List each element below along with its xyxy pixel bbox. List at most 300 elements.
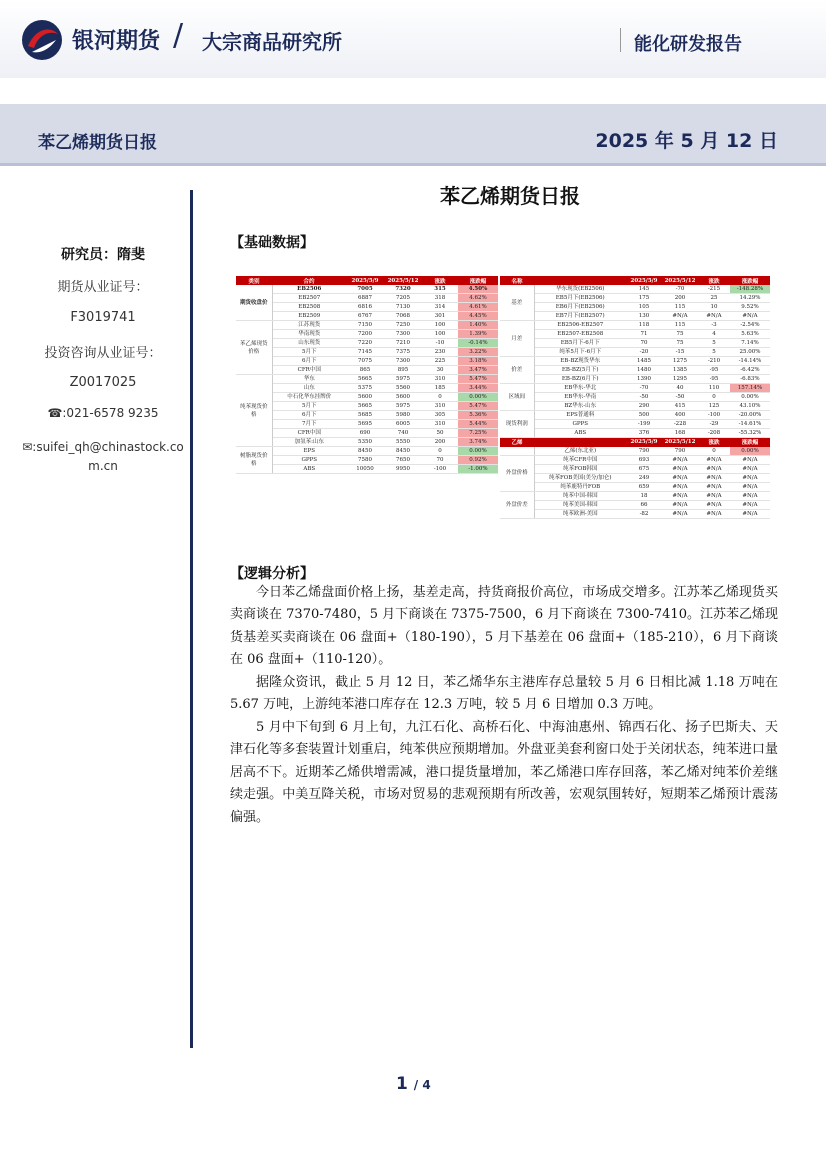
value-change: 50 [422,429,458,438]
value-prev: 249 [626,473,662,482]
value-pct: 4.45% [458,312,498,321]
value-change: -3 [698,321,730,330]
value-prev: -20 [626,348,662,357]
value-change: 5 [698,348,730,357]
value-prev: 70 [626,339,662,348]
value-pct: #N/A [730,312,770,321]
row-name: 山东 [272,384,346,393]
basic-data-table-right [500,276,770,519]
value-pct: 5.63% [730,330,770,339]
consult-number: Z0017025 [69,375,137,390]
value-pct: -6.42% [730,366,770,375]
value-change: 25 [698,294,730,303]
table-header-cell: 乙烯 [500,438,534,447]
table-header-cell: 2025/5/9 [626,276,662,285]
value-prev: 6816 [346,303,384,312]
table-row [236,321,498,330]
value-change: 315 [422,285,458,294]
row-name: 加氢苯:山东 [272,438,346,447]
table-row [236,447,498,456]
value-curr: 1275 [662,357,698,366]
value-curr: 75 [662,330,698,339]
value-pct: -0.14% [458,339,498,348]
table-row [236,465,498,474]
value-prev: 7150 [346,321,384,330]
row-name: ABS [272,465,346,474]
row-name: EB华东-华北 [534,384,626,393]
value-pct: 9.52% [730,303,770,312]
row-name: EB-BZ(5月下) [534,366,626,375]
value-change: -29 [698,420,730,429]
value-prev: 5350 [346,438,384,447]
value-change: 310 [422,420,458,429]
value-change: 200 [422,438,458,447]
value-pct: 0.00% [730,447,770,456]
value-prev: 1485 [626,357,662,366]
group-label: 基差 [500,285,534,321]
value-curr: #N/A [662,312,698,321]
table-row [500,303,770,312]
brand-separator: / [173,18,184,53]
value-curr: 115 [662,303,698,312]
galaxy-futures-logo-icon [20,18,64,62]
value-prev: 5685 [346,411,384,420]
value-change: #N/A [698,464,730,473]
page-current: 1 [396,1074,408,1094]
value-prev: -50 [626,393,662,402]
value-change: #N/A [698,491,730,500]
table-row [236,420,498,429]
table-row [500,321,770,330]
value-change: -95 [698,375,730,384]
table-row [236,375,498,384]
value-change: 4 [698,330,730,339]
value-curr: 400 [662,411,698,420]
row-name: EPS [272,447,346,456]
value-change: 30 [422,366,458,375]
group-label: 月差 [500,321,534,357]
table-header-cell: 2025/5/9 [626,438,662,447]
value-pct: 1.39% [458,330,498,339]
value-prev: 5665 [346,402,384,411]
table-row [236,393,498,402]
row-name: 6月下 [272,357,346,366]
value-prev: 1390 [626,375,662,384]
consult-label: 投资咨询从业证号： [44,346,162,361]
value-prev: 6887 [346,294,384,303]
value-curr: 740 [384,429,422,438]
value-pct: 3.47% [458,366,498,375]
group-label: 外盘价差 [500,491,534,518]
value-pct: #N/A [730,482,770,491]
group-label: 期货收盘价 [236,285,272,321]
section-basic-data: 【基础数据】 [230,235,314,251]
table-row [500,384,770,393]
value-pct: #N/A [730,509,770,518]
row-name: GPPS [272,456,346,465]
table-header-cell: 2025/5/9 [346,276,384,285]
value-pct: 4.62% [458,294,498,303]
value-prev: 1480 [626,366,662,375]
value-curr: 7650 [384,456,422,465]
row-name: GPPS [534,420,626,429]
row-name: EB5月下-6月下 [534,339,626,348]
value-curr: 168 [662,429,698,438]
table-subheader-row [500,438,770,447]
table-row [500,348,770,357]
value-prev: 5695 [346,420,384,429]
report-type: 能化研发报告 [634,34,742,55]
group-label: 苯乙烯现货价格 [236,321,272,375]
value-change: 5 [698,339,730,348]
value-curr: 200 [662,294,698,303]
row-name: EB7月下(EB2507) [534,312,626,321]
value-prev: 5375 [346,384,384,393]
value-change: #N/A [698,312,730,321]
table-row [236,366,498,375]
value-curr: 6005 [384,420,422,429]
row-name: EB2508 [272,303,346,312]
value-curr: -50 [662,393,698,402]
row-name: EB2509 [272,312,346,321]
value-pct: 5.36% [458,411,498,420]
email-line-1: ✉:suifei_qh@chinastock.co [22,440,184,454]
row-name: 中石化华东挂牌价 [272,393,346,402]
value-prev: 8450 [346,447,384,456]
value-change: 301 [422,312,458,321]
value-pct: -14.14% [730,357,770,366]
value-change: -10 [422,339,458,348]
value-prev: 118 [626,321,662,330]
sidebar-divider [190,190,193,1048]
table-row [236,456,498,465]
value-pct: 43.10% [730,402,770,411]
section-logic-analysis: 【逻辑分析】 [230,566,314,582]
phone-line: ☎:021-6578 9235 [47,406,159,420]
value-pct: 3.22% [458,348,498,357]
table-header-cell: 合约 [272,276,346,285]
value-pct: #N/A [730,455,770,464]
table-row [500,455,770,464]
row-name: 纯苯5月下-6月下 [534,348,626,357]
table-row [500,312,770,321]
value-curr: 75 [662,339,698,348]
row-name: 纯苯中国-韩国 [534,491,626,500]
row-name: 7月下 [272,420,346,429]
value-pct: 14.29% [730,294,770,303]
license-label: 期货从业证号： [57,280,149,295]
table-header-cell [534,438,626,447]
value-curr: 5975 [384,375,422,384]
value-curr: 5560 [384,384,422,393]
value-change: 10 [698,303,730,312]
table-row [500,294,770,303]
table-row [236,348,498,357]
row-name: 江苏现货 [272,321,346,330]
table-header-cell: 涨跌幅 [730,276,770,285]
row-name: 华东现货(EB2506) [534,285,626,294]
table-row [500,491,770,500]
value-pct: -1.00% [458,465,498,474]
table-header-cell: 2025/5/12 [384,276,422,285]
value-prev: 7145 [346,348,384,357]
paragraph-1: 今日苯乙烯盘面价格上扬，基差走高，持货商报价高位，市场成交增多。江苏苯乙烯现货买卖商谈在 7370-7480，5 月下商谈在 7375-7500，6 月下商谈在 7300-7410。江苏苯乙烯现货基差买卖商谈在 06 盘面+（180-190），5 月下基差在 06 盘面+（185-210），6 月下商谈在 06 盘面+（110-120）。 [230,585,778,668]
value-pct: -14.61% [730,420,770,429]
value-prev: 130 [626,312,662,321]
table-header-cell: 2025/5/12 [662,276,698,285]
row-name: EB2506-EB2507 [534,321,626,330]
value-pct: #N/A [730,491,770,500]
group-label: 纯苯现货价格 [236,375,272,447]
table-header-cell [534,276,626,285]
value-curr: #N/A [662,491,698,500]
value-change: 225 [422,357,458,366]
value-pct: 7.14% [730,339,770,348]
value-change: #N/A [698,455,730,464]
value-change: 110 [698,384,730,393]
value-curr: #N/A [662,455,698,464]
value-change: 100 [422,321,458,330]
value-change: 70 [422,456,458,465]
value-curr: 7300 [384,330,422,339]
value-prev: 659 [626,482,662,491]
value-change: -95 [698,366,730,375]
value-curr: 5980 [384,411,422,420]
value-change: 185 [422,384,458,393]
basic-data-table-left [236,276,498,474]
table-header-cell: 涨跌幅 [458,276,498,285]
row-name: 纯苯CFR中国 [534,455,626,464]
value-change: 0 [698,393,730,402]
value-change: 100 [422,330,458,339]
value-change: 314 [422,303,458,312]
table-row [236,285,498,294]
table-row [236,330,498,339]
value-curr: -70 [662,285,698,294]
value-curr: 9950 [384,465,422,474]
table-row [500,482,770,491]
value-change: -215 [698,285,730,294]
value-curr: 40 [662,384,698,393]
table-row [500,500,770,509]
institute-name: 大宗商品研究所 [202,30,342,54]
row-name: 华东 [272,375,346,384]
table-row [236,294,498,303]
row-name: ABS [534,429,626,438]
value-curr: 1385 [662,366,698,375]
value-change: 310 [422,375,458,384]
row-name: 纯苯FOB韩国 [534,464,626,473]
value-pct: 157.14% [730,384,770,393]
value-pct: 5.47% [458,402,498,411]
header-divider [620,28,621,52]
group-label [500,447,534,456]
value-curr: #N/A [662,482,698,491]
table-row [500,473,770,482]
value-curr: 7205 [384,294,422,303]
value-pct: 0.00% [458,447,498,456]
value-prev: 175 [626,294,662,303]
value-prev: 500 [626,411,662,420]
table-row [236,402,498,411]
row-name: 华南现货 [272,330,346,339]
value-pct: 5.47% [458,375,498,384]
value-pct: -55.32% [730,429,770,438]
table-header-cell: 2025/5/12 [662,438,698,447]
value-pct: 7.25% [458,429,498,438]
value-change: -210 [698,357,730,366]
value-pct: 3.74% [458,438,498,447]
row-name: 6月下 [272,411,346,420]
value-prev: 7075 [346,357,384,366]
value-pct: #N/A [730,473,770,482]
report-date: 2025 年 5 月 12 日 [595,130,778,152]
group-label: 区域间 [500,384,534,411]
value-prev: 693 [626,455,662,464]
value-prev: 7200 [346,330,384,339]
value-pct: 4.50% [458,285,498,294]
value-curr: 8450 [384,447,422,456]
value-pct: -148.28% [730,285,770,294]
value-change: #N/A [698,482,730,491]
value-change: 305 [422,411,458,420]
value-change: #N/A [698,500,730,509]
value-curr: 7130 [384,303,422,312]
table-row [500,366,770,375]
value-prev: 5665 [346,375,384,384]
row-name: EB6月下(EB2506) [534,303,626,312]
paragraph-2: 据隆众资讯，截止 5 月 12 日，苯乙烯华东主港库存总量较 5 月 6 日相比减 1.18 万吨在 5.67 万吨，上游纯苯港口库存在 12.3 万吨，较 5 月 6 日增加 0.3 万吨。 [230,675,778,713]
value-prev: 376 [626,429,662,438]
value-change: 0 [422,447,458,456]
value-prev: 66 [626,500,662,509]
value-curr: #N/A [662,464,698,473]
value-prev: 865 [346,366,384,375]
value-pct: 4.61% [458,303,498,312]
table-row [500,402,770,411]
table-row [236,339,498,348]
row-name: 乙烯(东北亚) [534,447,626,456]
value-curr: -228 [662,420,698,429]
table-row [500,429,770,438]
group-label: 价差 [500,357,534,384]
value-pct: -2.54% [730,321,770,330]
value-pct: -6.83% [730,375,770,384]
row-name: EB2507-EB2508 [534,330,626,339]
value-change: -100 [422,465,458,474]
value-change: #N/A [698,473,730,482]
value-pct: 0.00% [458,393,498,402]
value-curr: 5975 [384,402,422,411]
table-row [500,509,770,518]
value-prev: 10050 [346,465,384,474]
value-curr: #N/A [662,509,698,518]
value-curr: #N/A [662,500,698,509]
value-pct: 1.40% [458,321,498,330]
value-pct: #N/A [730,500,770,509]
table-header-cell: 涨跌幅 [730,438,770,447]
value-curr: 7210 [384,339,422,348]
table-row [500,357,770,366]
value-change: 318 [422,294,458,303]
value-change: -100 [698,411,730,420]
table-row [500,464,770,473]
table-header-cell: 类别 [236,276,272,285]
value-prev: 5600 [346,393,384,402]
table-row [500,375,770,384]
table-row [500,447,770,456]
row-name: 山东现货 [272,339,346,348]
value-prev: 18 [626,491,662,500]
band-title: 苯乙烯期货日报 [38,133,157,153]
value-curr: 790 [662,447,698,456]
value-change: 230 [422,348,458,357]
value-pct: 3.18% [458,357,498,366]
value-curr: 7300 [384,357,422,366]
row-name: EPS普通料 [534,411,626,420]
row-name: 纯苯欧洲-美国 [534,509,626,518]
value-change: 0 [698,447,730,456]
value-prev: 105 [626,303,662,312]
license-number: F3019741 [70,310,136,325]
value-prev: 7005 [346,285,384,294]
value-pct: 0.00% [730,393,770,402]
brand-name: 银河期货 [72,29,161,54]
row-name: CFR中国 [272,366,346,375]
row-name: EB华东-华南 [534,393,626,402]
value-prev: 145 [626,285,662,294]
row-name: EB2507 [272,294,346,303]
value-curr: 5600 [384,393,422,402]
value-prev: 790 [626,447,662,456]
table-header-cell: 涨跌 [422,276,458,285]
paragraph-3: 5 月中下旬到 6 月上旬，九江石化、高桥石化、中海油惠州、锦西石化、扬子巴斯夫、天津石化等多套装置计划重启，纯苯供应预期增加。外盘亚美套利窗口处于关闭状态，纯苯进口量居高不下。近期苯乙烯供增需减，港口提货量增加，苯乙烯港口库存回落，苯乙烯对纯苯价差继续走强。中美互降关税，市场对贸易的悲观预期有所改善，宏观氛围转好，短期苯乙烯预计震荡偏强。 [230,720,778,825]
table-header-cell: 名称 [500,276,534,285]
group-label: 现货利润 [500,411,534,438]
email-line-2: m.cn [88,459,118,473]
table-row [236,303,498,312]
value-change: #N/A [698,509,730,518]
value-prev: 71 [626,330,662,339]
row-name: 纯苯鹿特丹FOB [534,482,626,491]
table-row [236,312,498,321]
row-name: EB2506 [272,285,346,294]
value-curr: #N/A [662,473,698,482]
analyst-name: 研究员：隋斐 [61,247,145,263]
table-row [500,411,770,420]
value-pct: -20.00% [730,411,770,420]
table-row [236,438,498,447]
table-row [236,411,498,420]
table-row [500,393,770,402]
value-curr: 415 [662,402,698,411]
value-prev: 7580 [346,456,384,465]
row-name: BZ华东-山东 [534,402,626,411]
table-header-cell: 涨跌 [698,276,730,285]
value-curr: -15 [662,348,698,357]
table-row [236,357,498,366]
value-pct: 3.44% [458,384,498,393]
value-prev: -82 [626,509,662,518]
group-label: 树脂现货价格 [236,447,272,474]
value-curr: 7068 [384,312,422,321]
value-prev: 6767 [346,312,384,321]
row-name: EB-BZ现货华东 [534,357,626,366]
table-row [500,285,770,294]
value-prev: 690 [346,429,384,438]
value-prev: 7220 [346,339,384,348]
page-total: / 4 [413,1078,431,1092]
